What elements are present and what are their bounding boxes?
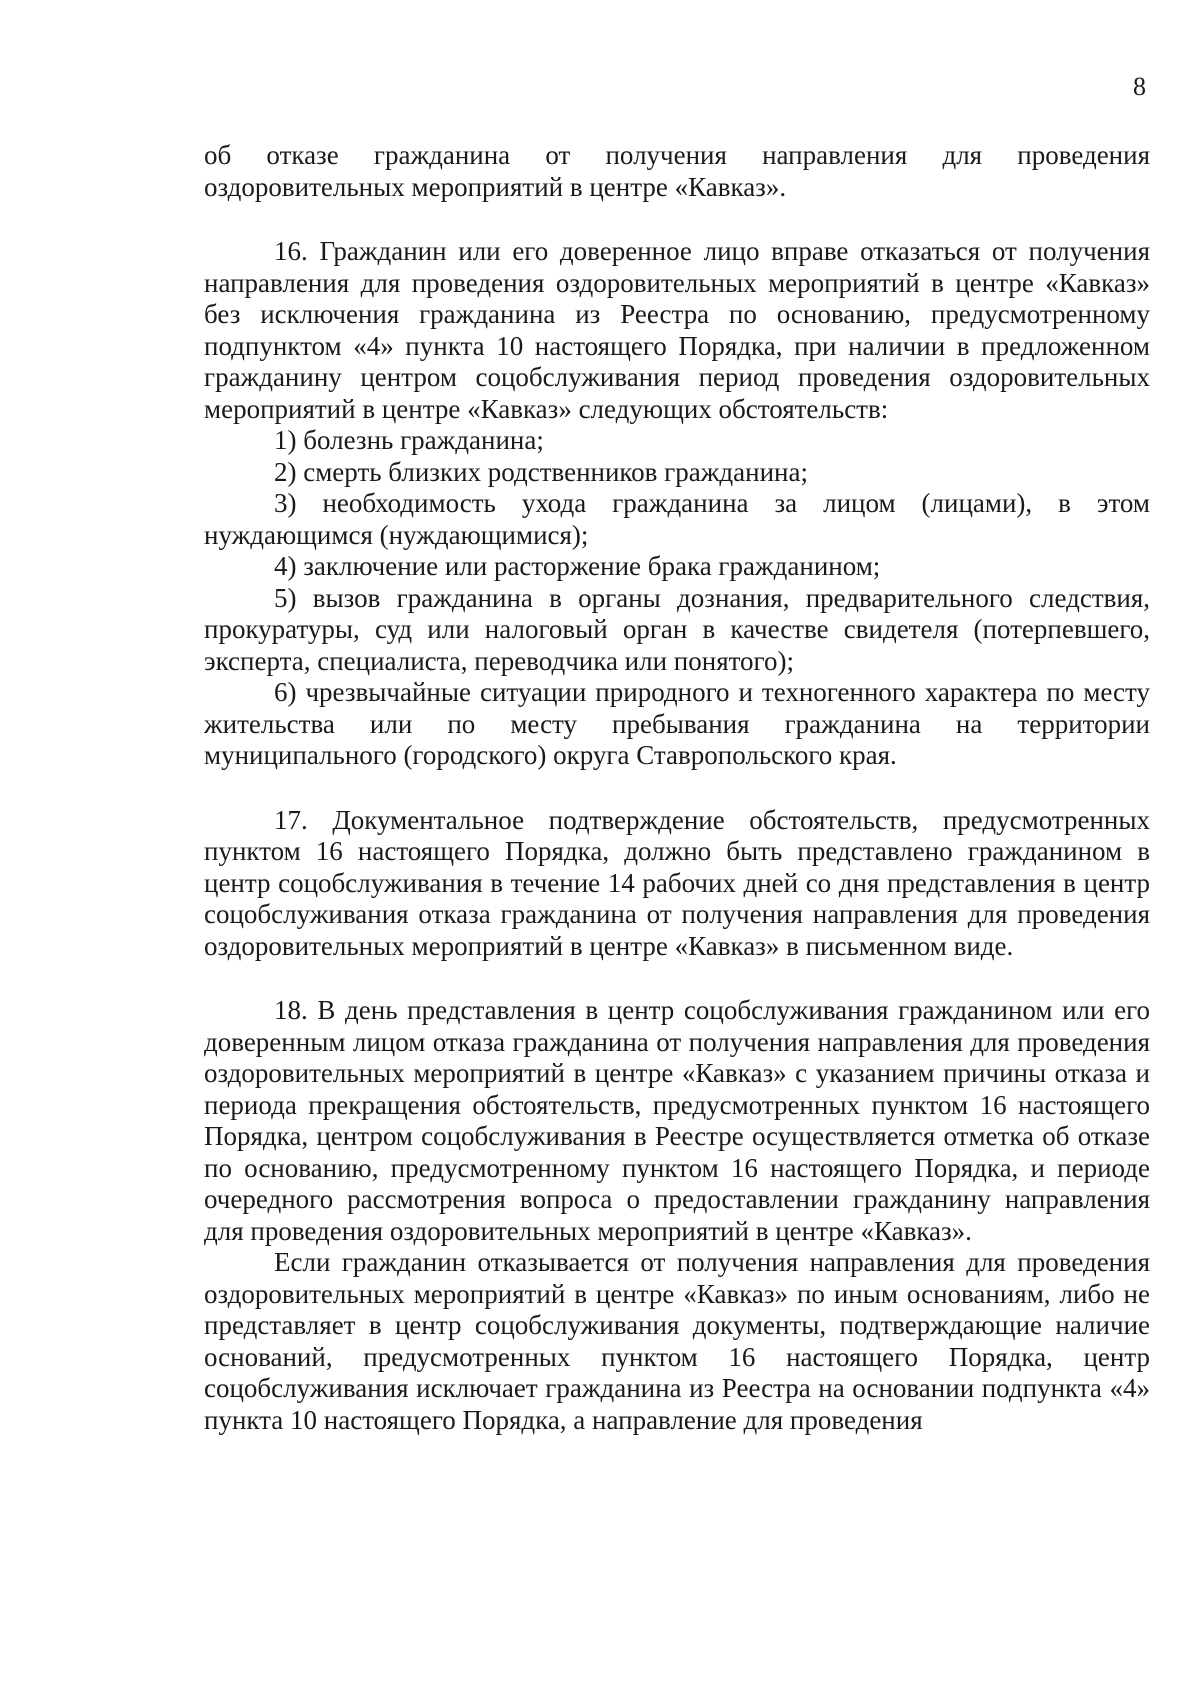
list-item-5: 5) вызов гражданина в органы дознания, предварительного следствия, прокуратуры, суд или налоговый орган в качестве свидетеля (потерпевшего, эксперта, специалиста, переводчика или понятого); (204, 582, 1150, 676)
list-item-4: 4) заключение или расторжение брака гражданином; (274, 551, 881, 581)
paragraph-continuation: об отказе гражданина от получения направления для проведения оздоровительных мероприятий в центре «Кавказ». (204, 140, 1150, 202)
list-item-6: 6) чрезвычайные ситуации природного и техногенного характера по месту жительства или по месту пребывания гражданина на территории муниципального (городского) округа Ставропольского края. (204, 677, 1150, 770)
document-body (204, 140, 1150, 1436)
page-number: 8 (1133, 72, 1146, 101)
list-item-1: 1) болезнь гражданина; (274, 425, 544, 455)
list-item-2: 2) смерть близких родственников гражданина; (274, 456, 808, 487)
paragraph-16: 16. Гражданин или его доверенное лицо вправе отказаться от получения направления для проведения оздоровительных мероприятий в центре «Кавказ» без исключения гражданина из Реестра по основанию, предусмотренному подпунктом «4» пункта 10 настоящего Порядка, при наличии в предложенном гражданину центром соцобслуживания период проведения оздоровительных мероприятий в центре «Кавказ» следующих обстоятельств: (204, 236, 1150, 424)
paragraph-18: 18. В день представления в центр соцобслуживания гражданином или его доверенным лицом отказа гражданина от получения направления для проведения оздоровительных мероприятий в центре «Кавказ» с указанием причины отказа и периода прекращения обстоятельств, предусмотренных пунктом 16 настоящего Порядка, центром соцобслуживания в Реестре осуществляется отметка об отказе по основанию, предусмотренному пунктом 16 настоящего Порядка, и периоде очередного рассмотрения вопроса о предоставлении гражданину направления для проведения оздоровительных мероприятий в центре «Кавказ». (204, 995, 1150, 1246)
paragraph-17: 17. Документальное подтверждение обстоятельств, предусмотренных пунктом 16 настоящего Порядка, должно быть представлено гражданином в центр соцобслуживания в течение 14 рабочих дней со дня представления в центр соцобслуживания отказа гражданина от получения направления для проведения оздоровительных мероприятий в центре «Кавказ» в письменном виде. (204, 804, 1150, 961)
list-item-3: 3) необходимость ухода гражданина за лицом (лицами), в этом нуждающимся (нуждающимися); (204, 488, 1150, 550)
paragraph-18-continuation: Если гражданин отказывается от получения направления для проведения оздоровительных мероприятий в центре «Кавказ» по иным основаниям, либо не представляет в центр соцобслуживания документы, подтверждающие наличие оснований, предусмотренных пунктом 16 настоящего Порядка, центр соцобслуживания исключает гражданина из Реестра на основании подпункта «4» пункта 10 настоящего Порядка, а направление для проведения (204, 1247, 1150, 1435)
